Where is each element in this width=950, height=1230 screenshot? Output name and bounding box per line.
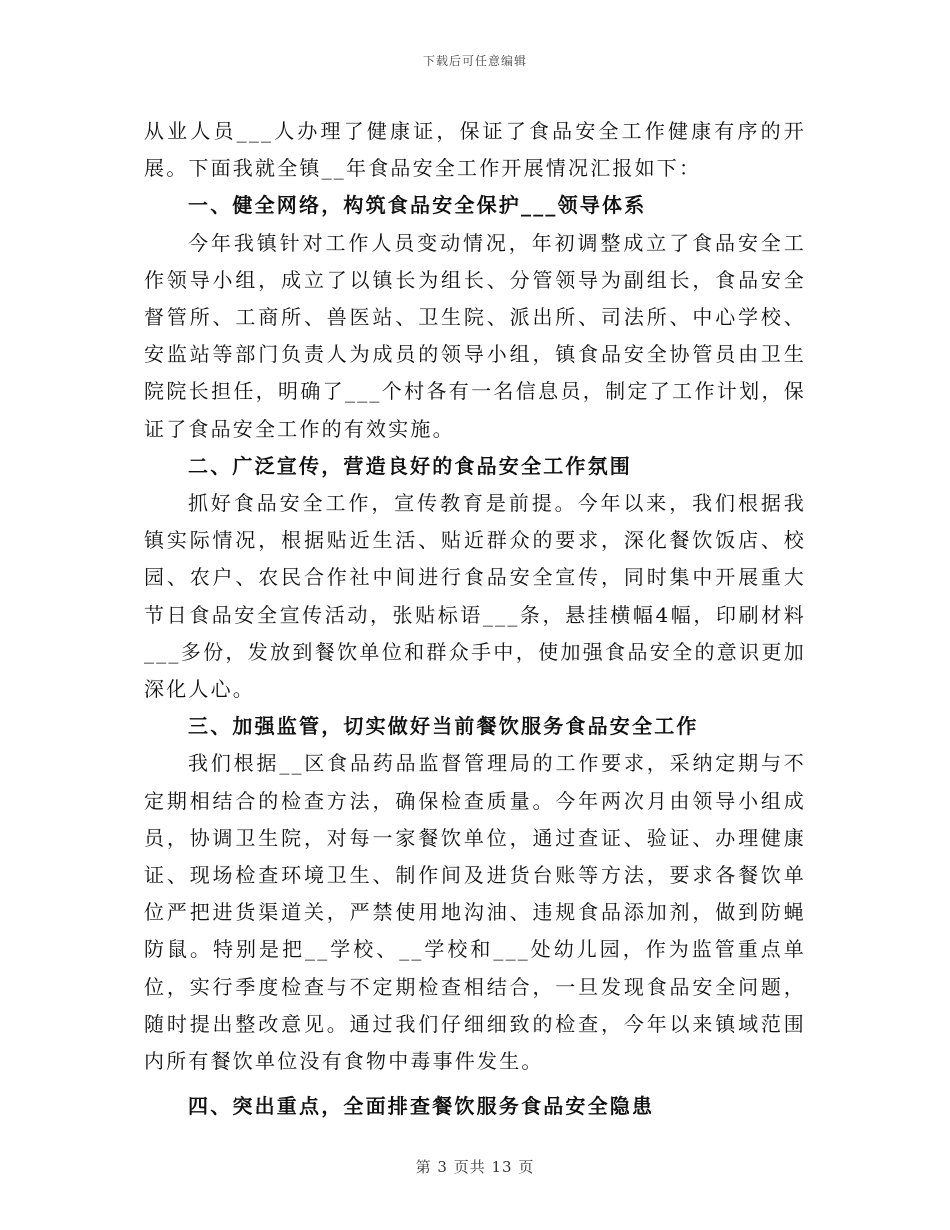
section-2-paragraph: 抓好食品安全工作，宣传教育是前提。今年以来，我们根据我镇实际情况，根据贴近生活、贴近群众的要求，深化餐饮饭店、校园、农户、农民合作社中间进行食品安全宣传，同时集中开展重大节日食品安全宣传活动，张贴标语___条，悬挂横幅4幅，印刷材料___多份，发放到餐饮单位和群众手中，使加强食品安全的意识更加深化人心。 <box>144 491 806 702</box>
section-1-paragraph: 今年我镇针对工作人员变动情况，年初调整成立了食品安全工作领导小组，成立了以镇长为组长、分管领导为副组长，食品安全督管所、工商所、兽医站、卫生院、派出所、司法所、中心学校、安监站等部门负责人为成员的领导小组，镇食品安全协管员由卫生院院长担任，明确了___个村各有一名信息员，制定了工作计划，保证了食品安全工作的有效实施。 <box>144 230 806 441</box>
section-1-heading: 一、健全网络，构筑食品安全保护___领导体系 <box>188 193 647 218</box>
page-footer: 第 3 页共 13 页 <box>415 1158 535 1176</box>
page-header: 下载后可任意编辑 <box>422 54 527 68</box>
section-2-heading: 二、广泛宣传，营造良好的食品安全工作氛围 <box>188 453 632 478</box>
intro-paragraph: 从业人员___人办理了健康证，保证了食品安全工作健康有序的开展。下面我就全镇__年食品安全工作开展情况汇报如下： <box>144 119 806 181</box>
section-3-paragraph: 我们根据__区食品药品监督管理局的工作要求，采纳定期与不定期相结合的检查方法，确保检查质量。今年两次月由领导小组成员，协调卫生院，对每一家餐饮单位，通过查证、验证、办理健康证、现场检查环境卫生、制作间及进货台账等方法，要求各餐饮单位严把进货渠道关，严禁使用地沟油、违规食品添加剂，做到防蝇防鼠。特别是把__学校、__学校和___处幼儿园，作为监管重点单位，实行季度检查与不定期检查相结合，一旦发现食品安全问题，随时提出整改意见。通过我们仔细细致的检查，今年以来镇域范围内所有餐饮单位没有食物中毒事件发生。 <box>144 751 806 1074</box>
section-4-heading: 四、突出重点，全面排查餐饮服务食品安全隐患 <box>188 1094 655 1119</box>
document-body <box>144 113 806 1125</box>
section-3-heading: 三、加强监管，切实做好当前餐饮服务食品安全工作 <box>188 714 699 739</box>
